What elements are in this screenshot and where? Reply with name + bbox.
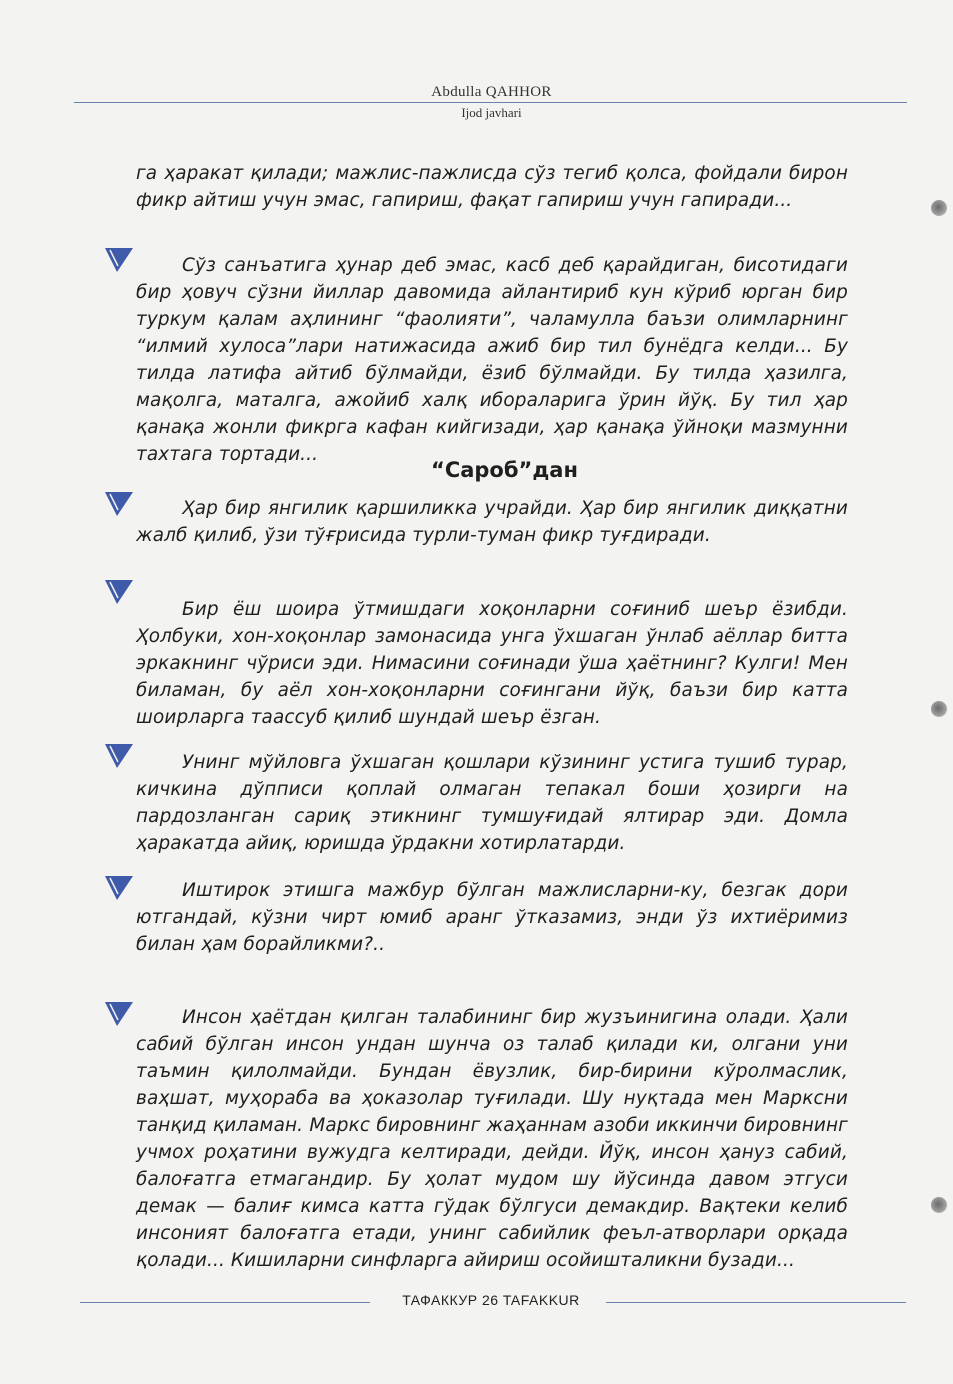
- header-rule: [74, 102, 907, 103]
- paragraph-language: Сўз санъатига ҳунар деб эмас, касб деб қарайдиган, бисотидаги бир ҳовуч сўзни йиллар давомида айлантириб кун кўриб юрган бир туркум қалам аҳлининг “фаолияти”, чаламулла баъзи олимларнинг “илмий хулоса”лари натижасида ажиб бир тил бунёдга келди... Бу тилда латифа айтиб бўлмайди, ёзиб бўлмайди. Бу тилда ҳазилга, мақолга, маталга, ажойиб халқ ибораларига ўрин йўқ. Бу тил ҳар қанақа жонли фикрга кафан кийгизади, ҳар қанақа ўйноқи мазмунни тахтага тортади...: [136, 255, 848, 465]
- header-author: Abdulla QAHHOR: [431, 84, 552, 100]
- section-heading: “Сароб”дан: [431, 458, 578, 482]
- paragraph-domla: Унинг мўйловга ўхшаган қошлари кўзининг устига тушиб турар, кичкина дўпписи қоплай олмаган тепакал боши ҳозирги на пардозланган сариқ этикнинг тумшуғидай ялтирар эди. Домла ҳаракатда айиқ, юришда ўрдакни хотирлатарди.: [136, 752, 848, 854]
- paragraph-poetess: Бир ёш шоира ўтмишдаги хоқонларни соғиниб шеър ёзибди. Ҳолбуки, хон-хоқонлар замонасида унга ўхшаган ўнлаб аёллар битта эркакнинг чўриси эди. Нимасини соғинади ўша ҳаётнинг? Кулги! Мен биламан, бу аёл хон-хоқонларни соғингани йўқ, баъзи бир катта шоирларга таассуб қилиб шундай шеър ёзган.: [136, 599, 848, 728]
- check-marker-icon: [104, 490, 134, 518]
- running-footer: [0, 1292, 953, 1312]
- paragraph-marx: Инсон ҳаётдан қилган талабининг бир жузъинигина олади. Ҳали сабий бўлган инсон ундан шунча оз талаб қилади ки, олгани уни таъмин қилолмайди. Бундан ёвузлик, бир-бирини кўролмаслик, ваҳшат, муҳораба ва ҳоказолар туғилади. Шу нуқтада мен Марксни танқид қиламан. Маркс бировнинг жаҳаннам азоби иккинчи бировнинг учмох роҳатини вужудга келтиради, дейди. Йўқ, инсон ҳануз сабий, балоғатга етмагандир. Бу ҳолат мудом шу йўсинда давом этгуси демак — балиғ кимса катта гўдак бўлгуси демакдир. Вақтеки келиб инсоният балоғатга етади, унинг сабийлик феъл-атворлари орқада қолади... Кишиларни синфларга айириш осойишталикни бузади...: [136, 1007, 848, 1271]
- paragraph-meetings: Иштирок этишга мажбур бўлган мажлисларни-ку, безгак дори ютгандай, кўзни чирт юмиб аранг ўтказамиз, энди ўз ихтиёримиз билан ҳам борайликми?..: [136, 880, 848, 955]
- footer-rule-left: [80, 1302, 370, 1303]
- check-marker-icon: [104, 874, 134, 902]
- check-marker-icon: [104, 1000, 134, 1028]
- punch-hole-icon: [931, 1197, 947, 1213]
- paragraph-novelty: Ҳар бир янгилик қаршиликка учрайди. Ҳар бир янгилик диққатни жалб қилиб, ўзи тўғрисида турли-туман фикр туғдиради.: [136, 498, 848, 546]
- check-marker-icon: [104, 578, 134, 606]
- header-subtitle: Ijod javhari: [461, 105, 522, 120]
- running-header: [0, 84, 953, 121]
- footer-rule-right: [606, 1302, 906, 1303]
- paragraph-continuation: га ҳаракат қилади; мажлис-пажлисда сўз тегиб қолса, фойдали бирон фикр айтиш учун эмас, гапириш, фақат гапириш учун гапиради...: [136, 163, 848, 211]
- check-marker-icon: [104, 246, 134, 274]
- punch-hole-icon: [931, 701, 947, 717]
- footer-page-label: ТАФАККУР 26 TAFAKKUR: [402, 1292, 580, 1308]
- punch-hole-icon: [931, 200, 947, 216]
- check-marker-icon: [104, 742, 134, 770]
